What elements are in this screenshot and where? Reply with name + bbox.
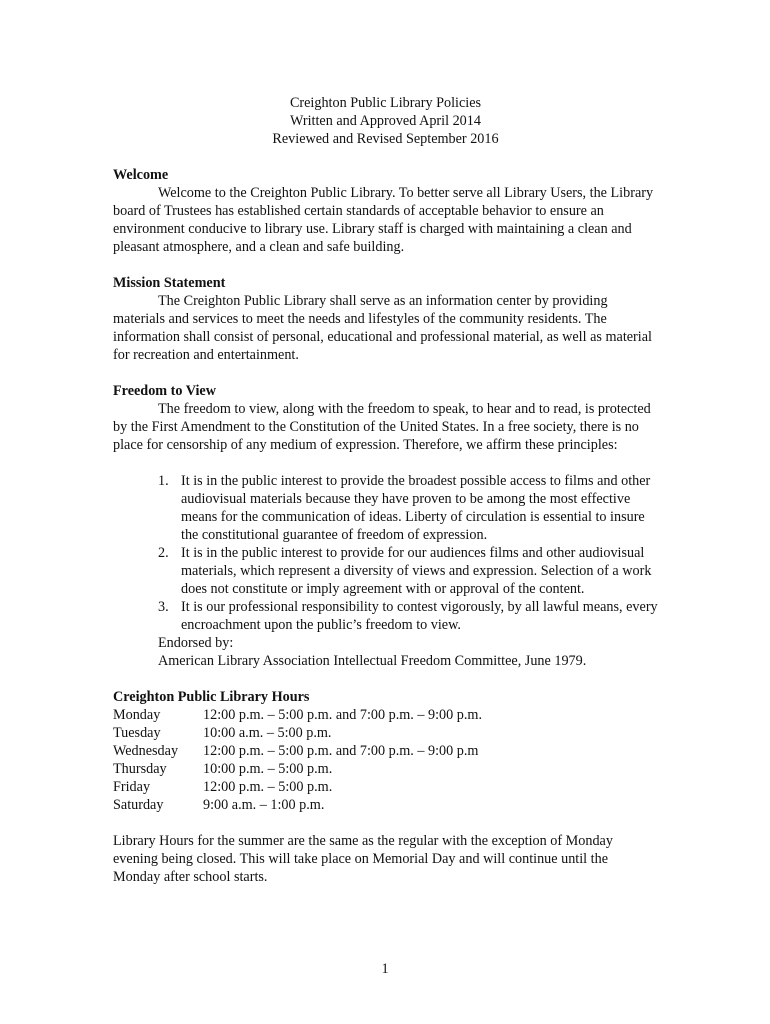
list-item-number: 1. bbox=[158, 473, 169, 489]
hours-row-tuesday bbox=[113, 724, 658, 742]
page-number: 1 bbox=[381, 961, 389, 977]
hours-day: Tuesday bbox=[113, 725, 161, 741]
hours-time: 10:00 p.m. – 5:00 p.m. bbox=[203, 761, 333, 777]
header-written-date: Written and Approved April 2014 bbox=[290, 113, 481, 129]
hours-row-friday bbox=[113, 778, 658, 796]
hours-day: Wednesday bbox=[113, 743, 179, 759]
header-revised-date: Reviewed and Revised September 2016 bbox=[272, 131, 499, 147]
welcome-heading: Welcome bbox=[113, 167, 169, 183]
list-item-number: 3. bbox=[158, 599, 169, 615]
hours-time: 12:00 p.m. – 5:00 p.m. and 7:00 p.m. – 9:00 p.m. bbox=[203, 707, 483, 723]
hours-time: 10:00 a.m. – 5:00 p.m. bbox=[203, 725, 332, 741]
hours-time: 12:00 p.m. – 5:00 p.m. bbox=[203, 779, 333, 795]
welcome-section bbox=[113, 166, 658, 256]
freedom-section bbox=[113, 382, 658, 670]
freedom-heading: Freedom to View bbox=[113, 383, 216, 399]
document-page bbox=[113, 94, 658, 886]
freedom-paragraph: The freedom to view, along with the freedom to speak, to hear and to read, is protected by the First Amendment to the Constitution of the United States. In a free society, there is no place for censorship of any medium of expression. Therefore, we affirm these principles: bbox=[113, 401, 651, 453]
hours-day: Saturday bbox=[113, 797, 164, 813]
hours-time: 9:00 a.m. – 1:00 p.m. bbox=[203, 797, 325, 813]
hours-heading: Creighton Public Library Hours bbox=[113, 689, 310, 705]
hours-time: 12:00 p.m. – 5:00 p.m. and 7:00 p.m. – 9:00 p.m bbox=[203, 743, 479, 759]
list-item-text: It is in the public interest to provide the broadest possible access to films and other audiovisual materials because they have proven to be among the most effective means for the communication of ideas. Liberty of circulation is essential to insure the constitutional guarantee of freedom of expression. bbox=[181, 473, 651, 543]
mission-heading: Mission Statement bbox=[113, 275, 226, 291]
list-item-text: It is our professional responsibility to contest vigorously, by all lawful means, every encroachment upon the public’s freedom to view. bbox=[181, 599, 658, 633]
hours-table bbox=[113, 706, 658, 814]
welcome-paragraph: Welcome to the Creighton Public Library. To better serve all Library Users, the Library board of Trustees has established certain standards of acceptable behavior to ensure an environment conducive to library use. Library staff is charged with maintaining a clean and pleasant atmosphere, and a clean and safe building. bbox=[113, 185, 654, 255]
summer-hours-note: Library Hours for the summer are the same as the regular with the exception of Monday evening being closed. This will take place on Memorial Day and will continue until the Monday after school starts. bbox=[113, 833, 613, 885]
principles-list bbox=[113, 472, 658, 634]
endorsed-by: American Library Association Intellectual Freedom Committee, June 1979. bbox=[158, 653, 587, 669]
document-header bbox=[113, 94, 658, 148]
list-item bbox=[113, 544, 658, 598]
list-item bbox=[113, 598, 658, 634]
mission-paragraph: The Creighton Public Library shall serve as an information center by providing materials and services to meet the needs and lifestyles of the community residents. The information shall consist of personal, educational and professional material, as well as material for recreation and entertainment. bbox=[113, 293, 652, 363]
hours-row-wednesday bbox=[113, 742, 658, 760]
hours-row-saturday bbox=[113, 796, 658, 814]
list-item-text: It is in the public interest to provide for our audiences films and other audiovisual materials, which represent a diversity of views and expression. Selection of a work does not constitute or imply agreement with or approval of the content. bbox=[181, 545, 652, 597]
hours-day: Friday bbox=[113, 779, 151, 795]
list-item bbox=[113, 472, 658, 544]
list-item-number: 2. bbox=[158, 545, 169, 561]
mission-section bbox=[113, 274, 658, 364]
hours-row-monday bbox=[113, 706, 658, 724]
endorsed-label: Endorsed by: bbox=[158, 635, 234, 651]
header-title: Creighton Public Library Policies bbox=[289, 95, 482, 111]
hours-day: Thursday bbox=[113, 761, 167, 777]
hours-row-thursday bbox=[113, 760, 658, 778]
hours-section bbox=[113, 688, 658, 886]
hours-day: Monday bbox=[113, 707, 161, 723]
